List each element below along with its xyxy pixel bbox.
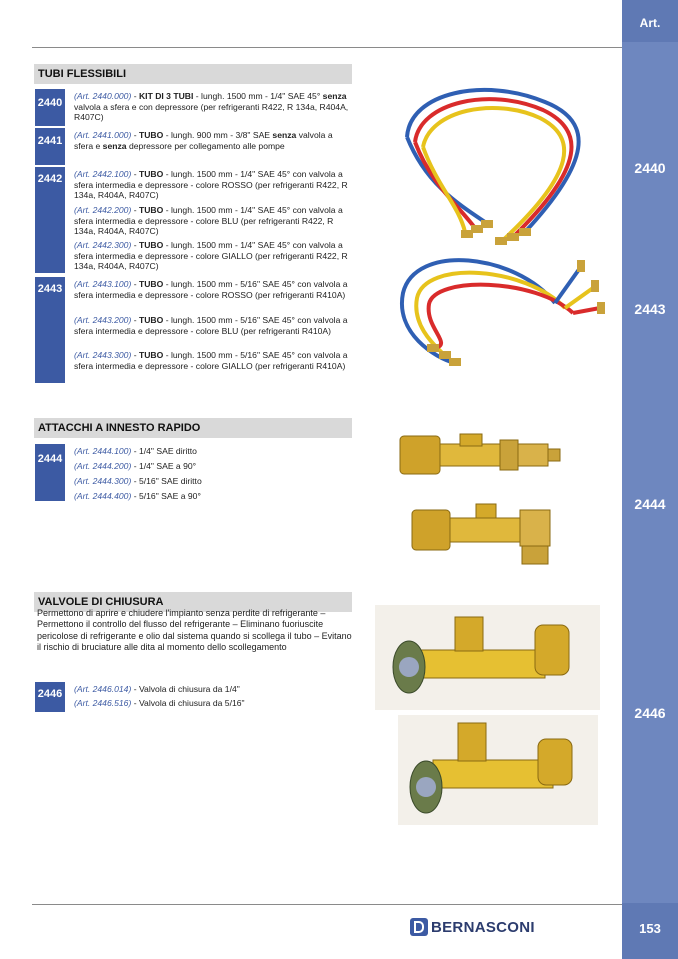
- hose-kit-2440-image: [395, 82, 605, 247]
- entry-2442-100: (Art. 2442.100) - TUBO - lungh. 1500 mm - 1/4" SAE 45° con valvola a sfera intermedia e depressore - colore ROSSO (per refrigeranti R422, R 134a, R404A, R407C): [74, 169, 348, 200]
- code-box-2440: 2440: [35, 89, 65, 126]
- entry-2443-200: (Art. 2443.200) - TUBO - lungh. 1500 mm - 5/16" SAE 45° con valvola a sfera intermedia e depressore - colore BLU (per refrigeranti R410A): [74, 315, 348, 336]
- sidebar-header: Art.: [622, 0, 678, 42]
- entry-2446-516: (Art. 2446.516) - Valvola di chiusura da 5/16": [74, 698, 245, 708]
- entry-2440-000: (Art. 2440.000) - KIT DI 3 TUBI - lungh. 1500 mm - 1/4" SAE 45° senza valvola a sfera e con depressore (per refrigeranti R422, R 134a, R404A, R407C): [74, 91, 349, 122]
- code-box-2441: 2441: [35, 128, 65, 165]
- section-title-valvole: VALVOLE DI CHIUSURA: [34, 592, 352, 612]
- coupler-straight-image: [398, 430, 563, 480]
- sidebar-label-2446: 2446: [634, 705, 666, 721]
- code-box-2442: 2442: [35, 167, 65, 273]
- entry-2446-014: (Art. 2446.014) - Valvola di chiusura da 1/4": [74, 684, 240, 694]
- article-code: (Art. 2443.200): [74, 315, 132, 325]
- shutoff-valve-1-image: [375, 605, 600, 710]
- article-code: (Art. 2442.200): [74, 205, 132, 215]
- entry-2444-400: (Art. 2444.400) - 5/16" SAE a 90°: [74, 491, 201, 501]
- entry-2441-000: (Art. 2441.000) - TUBO - lungh. 900 mm - 3/8" SAE senza valvola a sfera e senza depressore per collegamento alle pompe: [74, 130, 333, 151]
- coupler-90-image: [410, 500, 560, 570]
- article-code: (Art. 2442.300): [74, 240, 132, 250]
- shutoff-valve-2-image: [398, 715, 598, 825]
- entry-2442-200: (Art. 2442.200) - TUBO - lungh. 1500 mm - 1/4" SAE 45° con valvola a sfera intermedia e depressore - colore BLU (per refrigeranti R422, R 134a, R404A, R407C): [74, 205, 343, 236]
- brand-logo: [410, 918, 535, 936]
- entry-2443-100: (Art. 2443.100) - TUBO - lungh. 1500 mm - 5/16" SAE 45° con valvola a sfera intermedia e depressore - colore ROSSO (per refrigeranti R410A): [74, 279, 348, 300]
- article-code: (Art. 2441.000): [74, 130, 132, 140]
- section-title-attacchi: ATTACCHI A INNESTO RAPIDO: [34, 418, 352, 438]
- article-code: (Art. 2443.100): [74, 279, 132, 289]
- entry-2442-300: (Art. 2442.300) - TUBO - lungh. 1500 mm - 1/4" SAE 45° con valvola a sfera intermedia e depressore - colore GIALLO (per refrigeranti R422, R 134a, R404A, R407C): [74, 240, 348, 271]
- brand-logo-icon: [410, 918, 428, 936]
- article-code: (Art. 2440.000): [74, 91, 132, 101]
- sidebar-label-2440: 2440: [634, 160, 666, 176]
- article-code: (Art. 2443.300): [74, 350, 132, 360]
- entry-2443-300: (Art. 2443.300) - TUBO - lungh. 1500 mm - 5/16" SAE 45° con valvola a sfera intermedia e depressore - colore GIALLO (per refrigeranti R410A): [74, 350, 348, 371]
- code-box-2446: 2446: [35, 682, 65, 712]
- code-box-2443: 2443: [35, 277, 65, 383]
- sidebar-label-2443: 2443: [634, 301, 666, 317]
- sidebar-label-2444: 2444: [634, 496, 666, 512]
- entry-2444-300: (Art. 2444.300) - 5/16" SAE diritto: [74, 476, 202, 486]
- section-title-tubi: TUBI FLESSIBILI: [34, 64, 352, 84]
- brand-name: BERNASCONI: [431, 918, 535, 936]
- article-code: (Art. 2442.100): [74, 169, 132, 179]
- top-divider: [32, 47, 622, 48]
- entry-2444-100: (Art. 2444.100) - 1/4" SAE diritto: [74, 446, 197, 456]
- code-box-2444: 2444: [35, 444, 65, 501]
- section-description-valvole: Permettono di aprire e chiudere l'impianto senza perdite di refrigerante – Permettono il controllo del flusso del refrigerante – Eliminano fuoriuscite pericolose di refrigerante e olio dal sistema quando si scollega il tubo – Evitano il rischio di bruciature alle dita al momento dello scollegamento: [37, 608, 352, 653]
- bottom-divider: [32, 904, 622, 905]
- page-number: 153: [622, 903, 678, 959]
- entry-2444-200: (Art. 2444.200) - 1/4" SAE a 90°: [74, 461, 197, 471]
- hose-set-2443-image: [395, 248, 610, 373]
- sidebar: [622, 0, 678, 959]
